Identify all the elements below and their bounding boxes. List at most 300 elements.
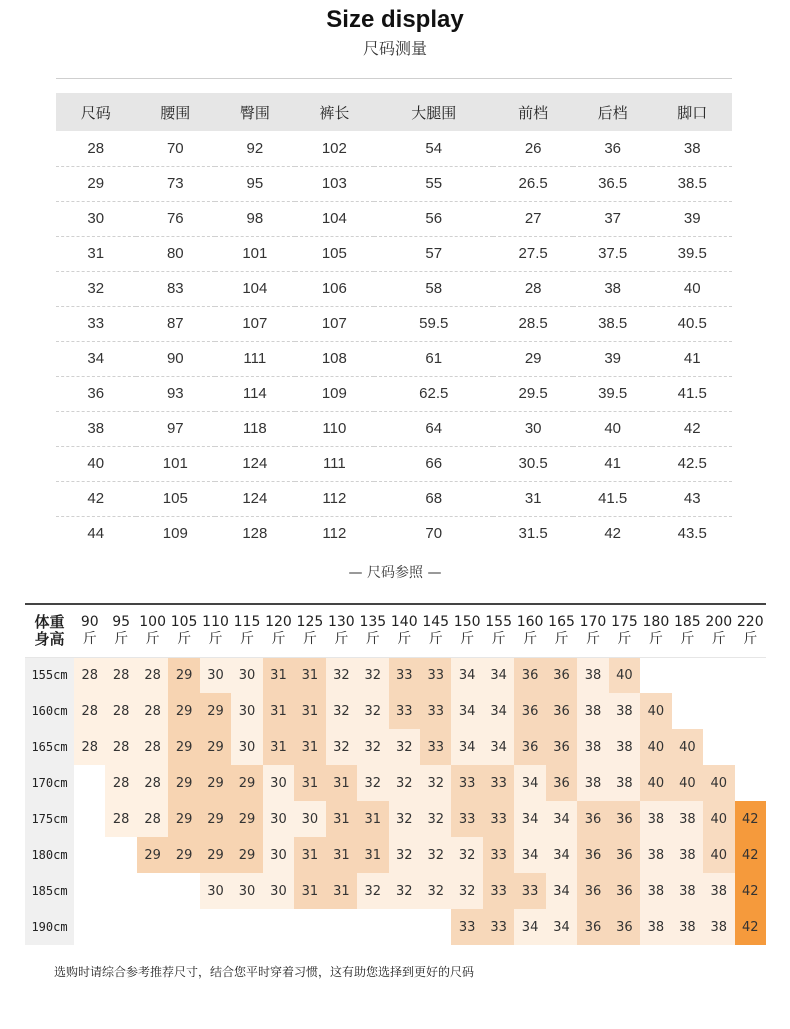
size-cell: 43 [652,481,732,516]
recommended-size-cell: 28 [74,729,105,765]
weight-column-header [294,605,325,657]
recommended-size-cell [357,909,388,945]
recommended-size-cell: 32 [420,801,451,837]
size-cell: 128 [242,525,268,543]
recommended-size-cell: 30 [263,837,294,873]
recommended-size-cell: 36 [514,729,545,765]
size-cell: 41 [652,341,732,376]
height-row [25,873,766,909]
recommended-size-cell: 28 [74,693,105,729]
height-row [25,765,766,801]
recommended-size-cell: 29 [168,729,199,765]
recommended-size-cell: 28 [105,801,136,837]
weight-unit: 斤 [428,630,443,647]
size-cell: 38 [573,271,653,306]
recommended-size-cell: 28 [105,729,136,765]
recommended-size-cell: 29 [168,801,199,837]
recommended-size-cell [703,693,734,729]
recommended-size-cell: 40 [640,693,671,729]
recommended-size-cell: 28 [137,693,168,729]
recommended-size-cell: 36 [546,693,577,729]
height-row [25,657,766,693]
recommended-size-cell [735,729,766,765]
size-cell: 36 [573,131,653,166]
recommended-size-cell: 33 [483,765,514,801]
recommended-size-cell: 36 [514,693,545,729]
height-label: 170cm [25,765,74,801]
size-cell: 29 [493,341,573,376]
size-cell: 70 [136,131,216,166]
weight-column-header [703,605,734,657]
recommended-size-cell: 30 [294,801,325,837]
size-cell: 40 [56,446,136,481]
recommended-size-cell: 34 [451,693,482,729]
weight-column-header [326,605,357,657]
recommended-size-cell [326,909,357,945]
recommended-size-cell: 34 [546,873,577,909]
recommended-size-cell: 30 [263,801,294,837]
size-column-header: 腰围 [136,93,216,131]
height-label: 175cm [25,801,74,837]
recommended-size-cell: 29 [231,837,262,873]
size-cell: 124 [215,446,295,481]
recommended-size-cell: 34 [514,909,545,945]
recommended-size-cell: 32 [326,693,357,729]
weight-unit: 斤 [397,630,412,647]
size-cell: 36.5 [573,166,653,201]
weight-unit: 斤 [208,630,223,647]
recommended-size-cell: 38 [577,657,608,693]
weight-value: 125 [296,613,324,630]
weight-column-header [514,605,545,657]
recommended-size-cell: 30 [231,693,262,729]
weight-column-header [640,605,671,657]
size-cell: 101 [136,446,216,481]
recommended-size-cell: 38 [577,729,608,765]
size-cell: 98 [215,201,295,236]
size-row [56,201,732,236]
recommended-size-cell [105,837,136,873]
size-row [56,446,732,481]
size-recommendation-grid [25,603,766,941]
recommended-size-cell: 30 [200,657,231,693]
recommended-size-cell [640,657,671,693]
recommended-size-cell: 32 [326,729,357,765]
size-cell: 31.5 [518,525,548,543]
size-cell: 30 [493,411,573,446]
recommended-size-cell: 31 [263,657,294,693]
weight-value: 130 [327,613,355,630]
recommended-size-cell: 31 [326,801,357,837]
size-cell: 73 [136,166,216,201]
recommended-size-cell: 36 [514,657,545,693]
recommended-size-cell: 31 [263,729,294,765]
weight-unit: 斤 [177,630,192,647]
recommended-size-cell: 40 [640,765,671,801]
weight-value: 220 [736,613,764,630]
recommended-size-cell [168,909,199,945]
size-cell: 104 [295,201,375,236]
recommended-size-cell: 29 [137,837,168,873]
recommended-size-cell: 40 [703,837,734,873]
height-label: 160cm [25,693,74,729]
recommended-size-cell: 28 [105,765,136,801]
recommended-size-cell: 32 [420,765,451,801]
size-cell: 28 [493,271,573,306]
recommended-size-cell: 33 [483,909,514,945]
recommended-size-cell [74,837,105,873]
recommended-size-cell: 32 [389,873,420,909]
recommended-size-cell: 30 [263,765,294,801]
recommended-size-cell: 31 [326,765,357,801]
recommended-size-cell: 32 [357,873,388,909]
size-cell: 56 [374,201,493,236]
recommended-size-cell: 34 [483,693,514,729]
recommended-size-cell: 30 [200,873,231,909]
recommended-size-cell [105,873,136,909]
recommended-size-cell: 38 [609,693,640,729]
recommended-size-cell [735,765,766,801]
weight-unit: 斤 [82,630,97,647]
recommended-size-cell: 29 [168,765,199,801]
weight-column-header [672,605,703,657]
recommended-size-cell: 31 [326,837,357,873]
size-row [56,271,732,306]
weight-value: 105 [170,613,198,630]
weight-column-header [451,605,482,657]
weight-value: 175 [611,613,638,630]
recommended-size-cell: 28 [105,693,136,729]
recommended-size-cell: 32 [420,873,451,909]
size-column-header: 后档 [573,93,653,131]
recommended-size-cell [137,873,168,909]
recommended-size-cell: 31 [294,837,325,873]
size-cell: 39 [573,341,653,376]
weight-column-header [609,605,640,657]
recommended-size-cell: 36 [546,657,577,693]
weight-value: 110 [202,613,229,630]
height-label: 155cm [25,657,74,693]
height-label: 190cm [25,909,74,945]
weight-unit: 斤 [145,630,160,647]
height-label: 185cm [25,873,74,909]
size-cell: 104 [215,271,295,306]
recommended-size-cell: 36 [609,873,640,909]
size-cell: 105 [136,481,216,516]
height-row [25,837,766,873]
recommended-size-cell: 34 [546,837,577,873]
recommended-size-cell: 28 [74,657,105,693]
size-cell: 41.5 [573,481,653,516]
weight-column-header [420,605,451,657]
size-cell: 40 [652,271,732,306]
size-row [56,516,732,551]
recommended-size-cell: 31 [326,873,357,909]
recommended-size-cell: 40 [672,765,703,801]
height-label: 身高 [34,629,65,648]
recommended-size-cell: 32 [389,729,420,765]
recommended-size-cell: 33 [420,657,451,693]
recommended-size-cell [74,873,105,909]
recommended-size-cell [703,657,734,693]
height-row [25,729,766,765]
size-cell: 41 [573,446,653,481]
size-cell: 101 [215,236,295,271]
size-cell: 110 [295,411,375,446]
size-cell: 124 [215,481,295,516]
recommended-size-cell: 34 [546,909,577,945]
size-cell: 41.5 [652,376,732,411]
recommended-size-cell: 33 [420,693,451,729]
recommended-size-cell: 36 [546,729,577,765]
recommended-size-cell: 28 [137,657,168,693]
recommended-size-cell: 42 [735,909,766,945]
size-cell: 44 [87,525,105,543]
recommended-size-cell [74,765,105,801]
weight-column-header [483,605,514,657]
size-cell: 107 [295,306,375,341]
recommended-size-cell [231,909,262,945]
size-cell: 32 [56,271,136,306]
recommendation-table [25,605,766,945]
recommended-size-cell: 34 [451,729,482,765]
recommended-size-cell: 33 [514,873,545,909]
size-cell: 54 [374,131,493,166]
recommended-size-cell: 38 [609,765,640,801]
recommended-size-cell: 30 [231,873,262,909]
weight-header-row [25,605,766,657]
size-cell: 27 [493,201,573,236]
recommended-size-cell: 28 [137,801,168,837]
recommended-size-cell: 32 [326,657,357,693]
recommended-size-cell: 29 [168,837,199,873]
recommended-size-cell: 29 [231,801,262,837]
recommended-size-cell: 32 [357,729,388,765]
size-cell: 26 [493,131,573,166]
size-cell: 83 [136,271,216,306]
recommended-size-cell: 28 [137,729,168,765]
recommended-size-cell: 42 [735,837,766,873]
recommended-size-cell: 36 [577,801,608,837]
weight-height-corner [25,605,74,657]
size-cell: 107 [215,306,295,341]
size-cell: 29 [56,166,136,201]
size-cell: 118 [215,411,295,446]
size-cell: 36 [56,376,136,411]
recommended-size-cell [137,909,168,945]
recommended-size-cell: 34 [514,837,545,873]
size-cell: 58 [374,271,493,306]
size-cell: 28.5 [493,306,573,341]
recommended-size-cell: 38 [640,909,671,945]
size-reference-title: — 尺码参照 — [348,565,442,581]
recommended-size-cell [294,909,325,945]
recommended-size-cell: 36 [577,909,608,945]
weight-unit: 斤 [554,630,569,647]
size-cell: 37.5 [573,236,653,271]
recommended-size-cell: 29 [200,801,231,837]
weight-column-header [546,605,577,657]
size-cell: 61 [374,341,493,376]
recommendation-body [25,657,766,945]
weight-value: 100 [139,613,166,630]
recommended-size-cell: 33 [451,801,482,837]
recommended-size-cell: 32 [357,693,388,729]
recommended-size-cell: 31 [294,657,325,693]
recommended-size-cell [200,909,231,945]
recommended-size-cell: 33 [451,909,482,945]
size-cell: 87 [136,306,216,341]
recommended-size-cell: 30 [231,657,262,693]
recommended-size-cell: 40 [640,729,671,765]
size-column-header: 前档 [493,93,573,131]
recommended-size-cell: 38 [703,873,734,909]
size-row [56,131,732,166]
recommended-size-cell: 34 [514,765,545,801]
recommended-size-cell: 31 [263,693,294,729]
recommended-size-cell [672,693,703,729]
size-cell: 111 [295,446,375,481]
recommended-size-cell: 29 [168,693,199,729]
weight-unit: 斤 [711,630,726,647]
size-cell: 108 [295,341,375,376]
size-column-header: 裤长 [295,93,375,131]
weight-unit: 斤 [460,630,475,647]
recommended-size-cell: 29 [200,837,231,873]
weight-column-header [105,605,136,657]
weight-label: 体重 [34,612,65,631]
recommended-size-cell: 34 [514,801,545,837]
size-cell: 31 [493,481,573,516]
recommended-size-cell: 40 [609,657,640,693]
size-cell: 39 [652,201,732,236]
recommended-size-cell: 34 [483,729,514,765]
recommended-size-cell [703,729,734,765]
recommended-size-cell [263,909,294,945]
size-cell: 26.5 [493,166,573,201]
recommended-size-cell [74,909,105,945]
size-cell: 30.5 [493,446,573,481]
size-cell: 70 [425,525,443,543]
size-cell: 90 [136,341,216,376]
weight-unit: 斤 [585,630,600,647]
weight-value: 145 [422,613,450,630]
size-cell: 55 [374,166,493,201]
recommended-size-cell: 33 [483,837,514,873]
size-cell: 30 [56,201,136,236]
size-cell: 38.5 [652,166,732,201]
weight-value: 185 [673,613,701,630]
weight-value: 200 [705,613,733,630]
weight-value: 165 [548,613,575,630]
recommended-size-cell: 31 [357,801,388,837]
recommended-size-cell: 29 [231,765,262,801]
size-cell: 102 [295,131,375,166]
height-row [25,909,766,945]
recommended-size-cell: 33 [420,729,451,765]
weight-column-header [231,605,262,657]
weight-column-header [168,605,199,657]
weight-value: 180 [642,613,670,630]
recommended-size-cell: 34 [451,657,482,693]
size-cell: 38 [56,411,136,446]
weight-unit: 斤 [680,630,695,647]
weight-unit: 斤 [365,630,380,647]
weight-value: 170 [579,613,607,630]
recommended-size-cell: 31 [294,729,325,765]
weight-unit: 斤 [302,630,317,647]
height-label: 165cm [25,729,74,765]
weight-value: 135 [359,613,387,630]
size-row [56,166,732,201]
weight-unit: 斤 [334,630,349,647]
size-cell: 40 [573,411,653,446]
recommended-size-cell: 36 [609,801,640,837]
size-row [56,481,732,516]
size-cell: 59.5 [374,306,493,341]
size-row [56,236,732,271]
weight-unit: 斤 [239,630,254,647]
recommended-size-cell [74,801,105,837]
recommended-size-cell: 38 [577,693,608,729]
weight-column-header [74,605,105,657]
recommended-size-cell: 32 [420,837,451,873]
size-cell: 109 [162,525,188,543]
size-cell: 42 [652,411,732,446]
weight-value: 155 [485,613,512,630]
size-cell: 66 [374,446,493,481]
recommended-size-cell [420,909,451,945]
recommended-size-cell: 34 [546,801,577,837]
recommended-size-cell: 38 [577,765,608,801]
height-row [25,693,766,729]
page-title: Size display [326,6,464,33]
size-row [56,306,732,341]
size-column-header: 尺码 [56,93,136,131]
size-cell: 68 [374,481,493,516]
weight-unit: 斤 [648,630,663,647]
size-measurement-table [56,93,732,551]
recommended-size-cell: 32 [451,873,482,909]
size-row [56,341,732,376]
size-cell: 76 [136,201,216,236]
size-column-header: 臀围 [215,93,295,131]
size-cell: 93 [136,376,216,411]
recommended-size-cell [735,693,766,729]
recommended-size-cell: 32 [357,657,388,693]
weight-unit: 斤 [114,630,129,647]
recommended-size-cell: 40 [672,729,703,765]
recommended-size-cell: 38 [672,837,703,873]
weight-value: 150 [453,613,481,630]
size-cell: 95 [215,166,295,201]
weight-value: 120 [265,613,292,630]
size-cell: 39.5 [652,236,732,271]
recommended-size-cell: 42 [735,873,766,909]
weight-column-header [357,605,388,657]
size-row [56,411,732,446]
recommended-size-cell: 32 [389,765,420,801]
size-cell: 92 [215,131,295,166]
recommended-size-cell: 32 [389,801,420,837]
size-cell: 109 [295,376,375,411]
recommended-size-cell [168,873,199,909]
footer-note: 选购时请综合参考推荐尺寸，结合您平时穿着习惯，这有助您选择到更好的尺码 [54,965,475,979]
recommended-size-cell: 28 [137,765,168,801]
weight-value: 160 [516,613,544,630]
recommended-size-cell: 38 [640,873,671,909]
size-row [56,376,732,411]
